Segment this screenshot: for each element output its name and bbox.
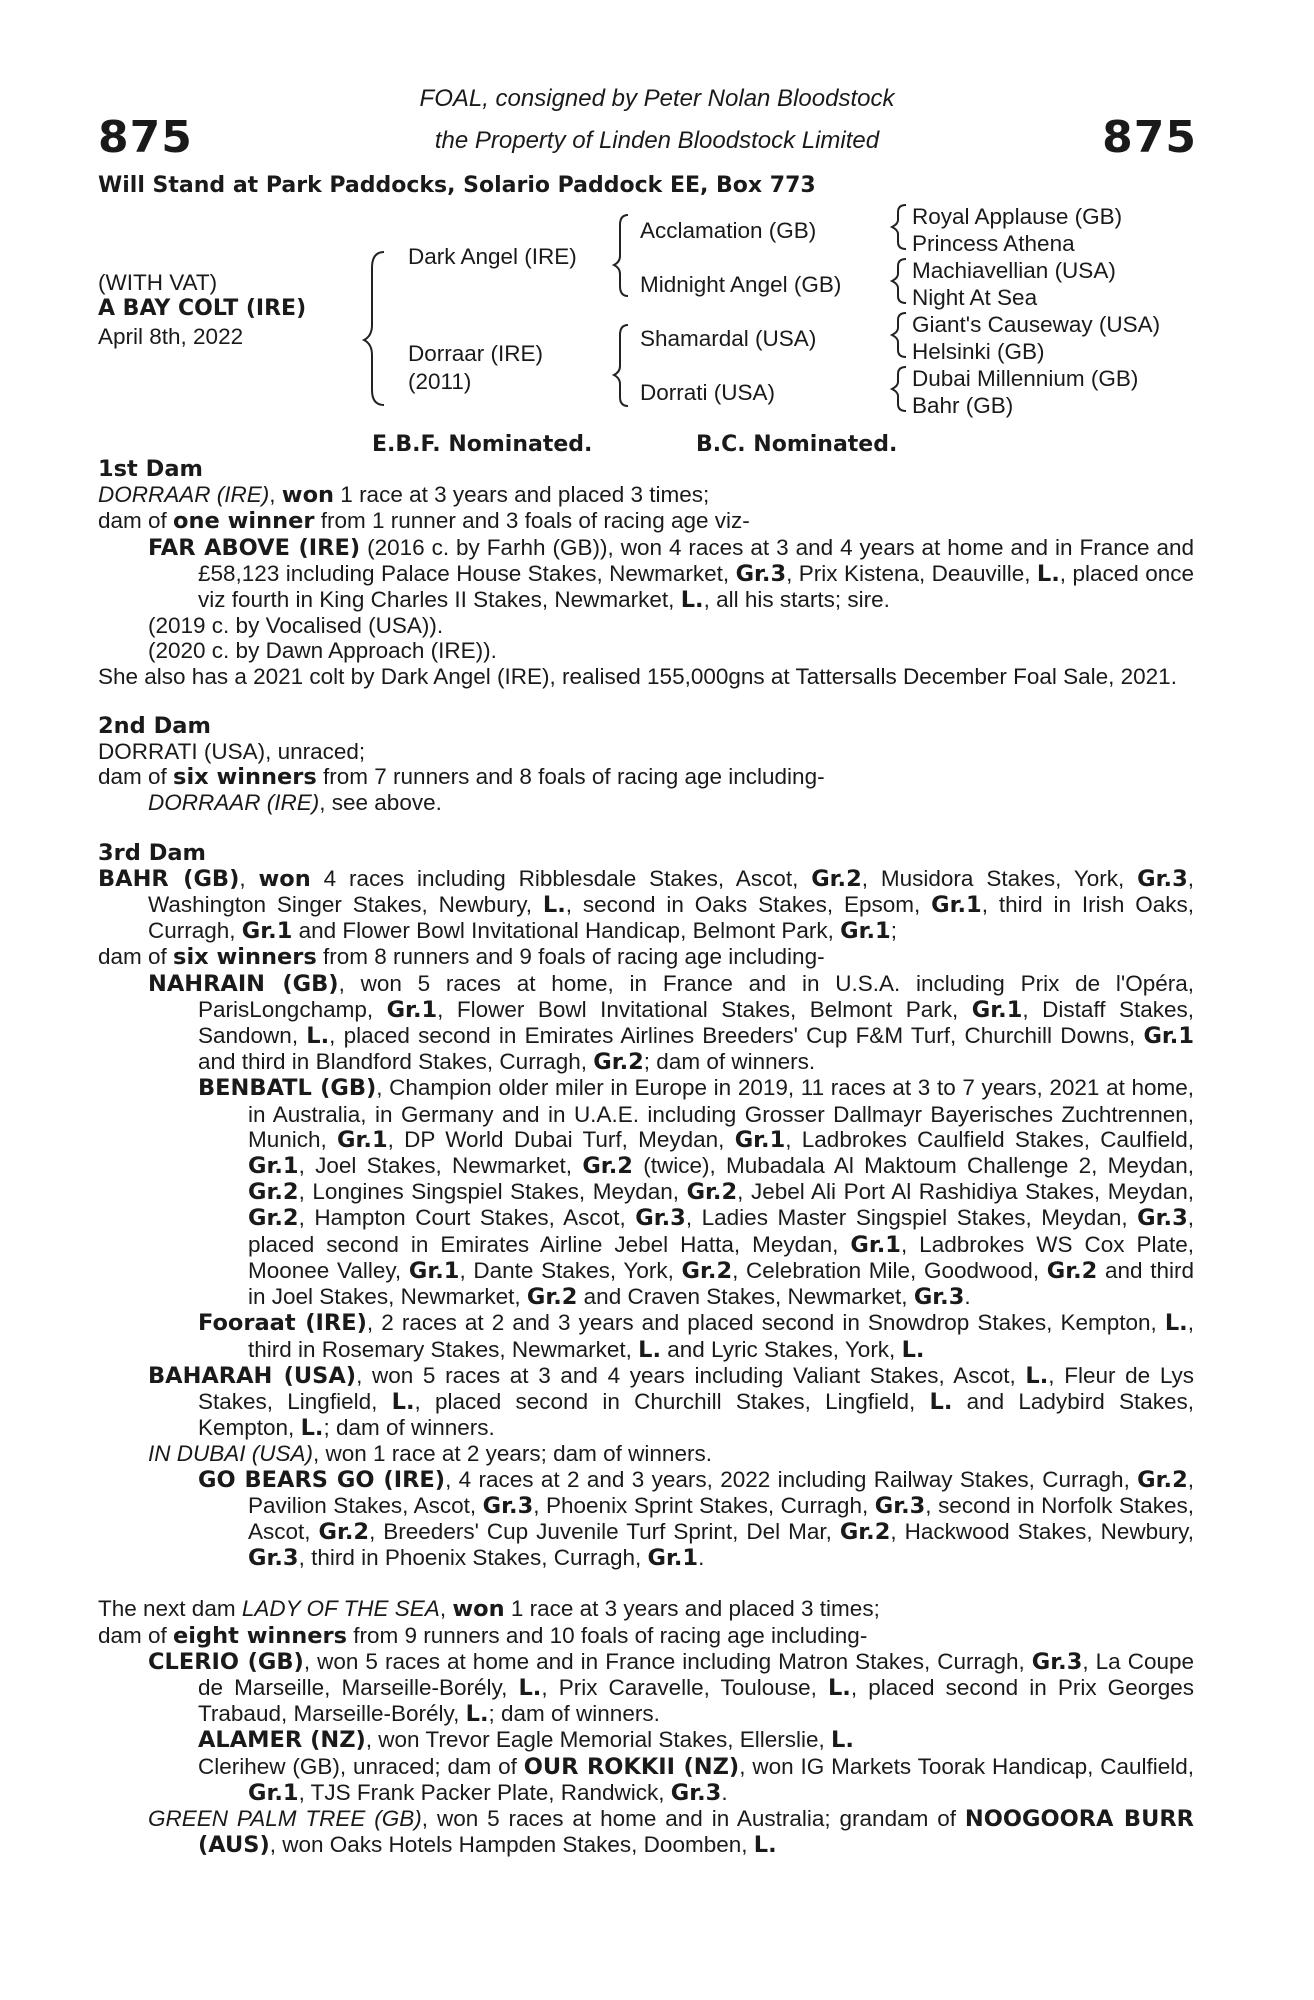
gen3-5: Giant's Causeway (USA) — [912, 312, 1161, 337]
text: , Flower Bowl Invitational Stakes, Belmont Park, — [437, 996, 972, 1022]
third-dam-heading: 3rd Dam — [98, 839, 206, 866]
listed: L. — [465, 1701, 489, 1728]
text: , won IG Markets Toorak Handicap, Caulfield, — [739, 1753, 1195, 1779]
first-dam-heading: 1st Dam — [98, 456, 203, 482]
text: . — [721, 1779, 728, 1805]
grade: Gr.2 — [526, 1284, 578, 1311]
text: , Ladbrokes WS Cox Plate, Moonee Valley, — [248, 1231, 1194, 1283]
produce-clerio — [98, 1649, 1194, 1728]
grade: Gr.1 — [386, 996, 438, 1023]
grade: Gr.2 — [839, 1518, 891, 1545]
grade: Gr.2 — [1137, 1466, 1188, 1493]
property-line: the Property of Linden Bloodstock Limited — [434, 127, 880, 154]
second-dam-heading: 2nd Dam — [98, 712, 211, 739]
text: , Phoenix Sprint Stakes, Curragh, — [533, 1492, 875, 1518]
text: , won 5 races at 3 and 4 years including Valiant Stakes, Ascot, — [356, 1362, 1026, 1388]
produce-baharah — [98, 1363, 1194, 1442]
text: The next dam — [98, 1596, 242, 1622]
text: from 7 runners and 8 foals of racing age including- — [316, 764, 825, 790]
text: , won 5 races at home and in France including Matron Stakes, Curragh, — [303, 1648, 1032, 1674]
listed: L. — [1036, 560, 1060, 587]
sire-dam: Midnight Angel (GB) — [640, 272, 842, 297]
dam-year: (2011) — [408, 369, 472, 394]
text: , DP World Dubai Turf, Meydan, — [387, 1126, 735, 1152]
text: , 2 races at 2 and 3 years and placed second in Snowdrop Stakes, Kempton, — [366, 1310, 1165, 1336]
listed: L. — [929, 1388, 953, 1415]
produce-benbatl — [98, 1075, 1194, 1310]
text: , Prix Caravelle, Toulouse, — [541, 1674, 828, 1700]
horse-name: NOOGOORA BURR (AUS) — [198, 1805, 1194, 1859]
grade: Gr.3 — [482, 1492, 534, 1519]
grade: Gr.1 — [734, 1126, 786, 1153]
dam-sire: Shamardal (USA) — [640, 326, 817, 351]
text: and Ladybird Stakes, Kempton, — [198, 1388, 1195, 1441]
grade: Gr.3 — [635, 1205, 686, 1232]
text: , Distaff Stakes, Sandown, — [198, 996, 1194, 1049]
text: dam of — [98, 1622, 174, 1648]
second-dam-line: DORRATI (USA), unraced; — [98, 739, 366, 765]
text: , Fleur de Lys Stakes, Lingfield, — [198, 1362, 1194, 1414]
produce-alamer — [98, 1727, 1194, 1753]
grade: Gr.2 — [1046, 1257, 1098, 1284]
text: and Craven Stakes, Newmarket, — [577, 1284, 914, 1310]
produce-2020: (2020 c. by Dawn Approach (IRE)). — [148, 638, 497, 664]
grade: Gr.1 — [408, 1257, 460, 1284]
winners-count: eight winners — [173, 1622, 348, 1649]
catalogue-body — [98, 457, 1194, 1858]
grade: Gr.1 — [971, 996, 1023, 1023]
produce-nahrain — [98, 971, 1194, 1076]
grade: Gr.1 — [241, 918, 293, 945]
grade: Gr.3 — [874, 1492, 926, 1519]
text: , Prix Kistena, Deauville, — [786, 560, 1037, 586]
grade: Gr.1 — [337, 1126, 388, 1153]
grade: Gr.2 — [248, 1205, 299, 1232]
third-dam-produce-line — [98, 944, 1194, 970]
winners-count: six winners — [173, 764, 317, 791]
third-dam-bahr: BAHR (GB), won 4 races including Ribblesdale Stakes, Ascot, Gr.2, Musidora Stakes, York, Gr.3, Washington Singer Stakes, Newbury, L., second in Oaks Stakes, Epsom, Gr.1, third in Irish Oaks, Curragh, Gr.1 and Flower Bowl Invitational Handicap, Belmont Park, Gr.1; — [98, 865, 1194, 945]
produce-far-above — [98, 535, 1194, 614]
first-dam-line: DORRAAR (IRE), won 1 race at 3 years and placed 3 times; — [98, 482, 710, 509]
text: , Longines Singspiel Stakes, Meydan, — [298, 1179, 687, 1205]
text: , placed second in Prix Georges Trabaud, Marseille-Borély, — [198, 1674, 1194, 1727]
ebf-nomination: E.B.F. Nominated. — [372, 432, 593, 457]
listed: L. — [680, 587, 704, 614]
text: , Musidora Stakes, York, — [861, 865, 1138, 891]
text: , Dante Stakes, York, — [459, 1257, 682, 1283]
produce-2019: (2019 c. by Vocalised (USA)). — [148, 613, 444, 639]
text: from 8 runners and 9 foals of racing age including- — [316, 944, 825, 970]
gen3-7: Dubai Millennium (GB) — [912, 366, 1139, 391]
text: ; dam of winners. — [643, 1049, 816, 1075]
consignor-line: FOAL, consigned by Peter Nolan Bloodstock — [419, 85, 895, 112]
horse-name: FAR ABOVE (IRE) — [148, 534, 361, 561]
text: , placed second in Emirates Airline Jebel Hatta, Meydan, — [248, 1205, 1194, 1257]
text: , placed once viz fourth in King Charles II Stakes, Newmarket, — [198, 560, 1194, 613]
listed: L. — [753, 1832, 777, 1859]
text: , Pavilion Stakes, Ascot, — [248, 1466, 1194, 1518]
won-text: won — [452, 1596, 505, 1623]
text: , placed second in Churchill Stakes, Lingfield, — [414, 1388, 930, 1414]
text: and third in Blandford Stakes, Curragh, — [198, 1049, 594, 1075]
grade: Gr.2 — [318, 1518, 370, 1545]
dam-name: DORRAAR (IRE) — [98, 482, 270, 508]
gen3-8: Bahr (GB) — [912, 393, 1014, 418]
text: , Washington Singer Stakes, Newbury, — [148, 865, 1194, 918]
text: . — [698, 1545, 705, 1571]
horse-name: OUR ROKKII (NZ) — [523, 1753, 740, 1780]
subject-name: A BAY COLT (IRE) — [98, 296, 307, 321]
text: , all his starts; sire. — [703, 587, 890, 613]
listed: L. — [300, 1415, 324, 1442]
second-dam-produce-line — [98, 764, 1194, 790]
produce-in-dubai — [98, 1441, 1194, 1466]
text: , won 5 races at home and in Australia; grandam of — [421, 1805, 965, 1831]
text: , second in Oaks Stakes, Epsom, — [565, 892, 932, 918]
text: (2016 c. by Farhh (GB)), won 4 races at 3 and 4 years at home and in France and £58,123 including Palace House Stakes, Newmarket, — [198, 534, 1194, 586]
text: ; dam of winners. — [323, 1415, 495, 1441]
text: , see above. — [319, 790, 442, 816]
text: , second in Norfolk Stakes, Ascot, — [248, 1492, 1194, 1544]
lot-number-left: 875 — [98, 112, 193, 163]
listed: L. — [827, 1674, 851, 1701]
sire-sire: Acclamation (GB) — [640, 218, 817, 243]
horse-name: GO BEARS GO (IRE) — [198, 1466, 446, 1493]
text: , Ladies Master Singspiel Stakes, Meydan, — [685, 1205, 1138, 1231]
lot-number-right: 875 — [1102, 112, 1197, 163]
horse-name: BAHR (GB) — [98, 865, 240, 892]
grade: Gr.3 — [1031, 1648, 1083, 1675]
horse-name: CLERIO (GB) — [148, 1648, 304, 1675]
text: , won 1 race at 2 years; dam of winners. — [313, 1441, 712, 1467]
text: from 1 runner and 3 foals of racing age viz- — [314, 508, 750, 534]
foaling-date: April 8th, 2022 — [98, 324, 244, 349]
listed: L. — [1164, 1310, 1188, 1337]
listed: L. — [306, 1023, 330, 1050]
grade: Gr.1 — [248, 1153, 299, 1180]
text: , — [439, 1596, 453, 1622]
text: , La Coupe de Marseille, Marseille-Borély, — [198, 1648, 1194, 1700]
grade: Gr.1 — [248, 1779, 299, 1806]
gen3-2: Princess Athena — [912, 231, 1075, 256]
produce-clerihew — [98, 1754, 1194, 1806]
sire: Dark Angel (IRE) — [408, 244, 577, 269]
text: ; — [890, 918, 897, 944]
grade: Gr.3 — [735, 560, 787, 587]
horse-name: BENBATL (GB) — [198, 1075, 377, 1102]
text: 1 race at 3 years and placed 3 times; — [334, 482, 710, 508]
horse-name: LADY OF THE SEA — [241, 1596, 440, 1622]
horse-name: BAHARAH (USA) — [148, 1362, 357, 1389]
grade: Gr.1 — [931, 892, 982, 919]
won-text: won — [281, 482, 335, 509]
horse-name: NAHRAIN (GB) — [148, 970, 339, 997]
grade: Gr.1 — [1143, 1023, 1194, 1050]
text: Clerihew (GB), unraced; dam of — [198, 1753, 524, 1779]
horse-name: ALAMER (NZ) — [198, 1727, 366, 1754]
grade: Gr.3 — [1137, 1205, 1188, 1232]
text: , Champion older miler in Europe in 2019, 11 races at 3 to 7 years, 2021 at home, in Australia, in Germany and in U.A.E. including Grosser Dallmayr Bayerisches Zuchtrennen, Munich, — [248, 1075, 1194, 1152]
listed: L. — [542, 892, 566, 919]
grade: Gr.3 — [913, 1284, 965, 1311]
text: . — [964, 1284, 971, 1310]
text: and Lyric Stakes, York, — [661, 1336, 902, 1362]
grade: Gr.2 — [811, 865, 862, 892]
grade: Gr.2 — [686, 1179, 738, 1206]
listed: L. — [518, 1674, 542, 1701]
dam-dam: Dorrati (USA) — [640, 380, 776, 405]
winners-count: six winners — [173, 944, 317, 971]
stand-location: Will Stand at Park Paddocks, Solario Paddock EE, Box 773 — [98, 173, 816, 198]
listed: L. — [391, 1388, 415, 1415]
text: , won 5 races at home, in France and in U.S.A. including Prix de l'Opéra, ParisLongchamp, — [198, 970, 1194, 1022]
won-text: won — [258, 865, 311, 892]
text: ; dam of winners. — [488, 1701, 660, 1727]
text: , Ladbrokes Caulfield Stakes, Caulfield, — [785, 1126, 1194, 1152]
text: , Hackwood Stakes, Newbury, — [890, 1518, 1194, 1544]
gen3-1: Royal Applause (GB) — [912, 204, 1123, 229]
next-dam-produce-line — [98, 1623, 1194, 1649]
text: , Celebration Mile, Goodwood, — [732, 1257, 1047, 1283]
horse-name: DORRAAR (IRE) — [148, 790, 320, 816]
grade: Gr.1 — [850, 1231, 901, 1258]
listed: L. — [830, 1727, 854, 1754]
produce-green-palm-tree — [98, 1806, 1194, 1858]
text: and Flower Bowl Invitational Handicap, Belmont Park, — [292, 918, 841, 944]
text: , 4 races at 2 and 3 years, 2022 including Railway Stakes, Curragh, — [445, 1466, 1138, 1492]
horse-name: Fooraat (IRE) — [198, 1310, 367, 1337]
text: , third in Phoenix Stakes, Curragh, — [298, 1545, 648, 1571]
produce-dorraar — [98, 790, 1194, 815]
produce-go-bears-go — [98, 1467, 1194, 1572]
text: dam of — [98, 508, 174, 534]
text: , third in Rosemary Stakes, Newmarket, — [248, 1310, 1194, 1362]
grade: Gr.2 — [248, 1179, 299, 1206]
text: , placed second in Emirates Airlines Breeders' Cup F&M Turf, Churchill Downs, — [329, 1023, 1144, 1049]
text: dam of — [98, 764, 174, 790]
gen3-3: Machiavellian (USA) — [912, 258, 1116, 283]
produce-fooraat — [98, 1310, 1194, 1362]
grade: Gr.3 — [248, 1545, 299, 1572]
next-dam-line — [98, 1596, 1194, 1622]
text: , Joel Stakes, Newmarket, — [298, 1153, 583, 1179]
text: , won Oaks Hotels Hampden Stakes, Doomben, — [269, 1832, 754, 1858]
text: and third in Joel Stakes, Newmarket, — [248, 1257, 1194, 1310]
produce-2021-note: She also has a 2021 colt by Dark Angel (IRE), realised 155,000gns at Tattersalls December Foal Sale, 2021. — [98, 663, 1177, 689]
text: , Hampton Court Stakes, Ascot, — [298, 1205, 636, 1231]
gen3-6: Helsinki (GB) — [912, 339, 1045, 364]
text: , third in Irish Oaks, Curragh, — [148, 892, 1194, 944]
grade: Gr.3 — [670, 1779, 722, 1806]
horse-name: IN DUBAI (USA) — [148, 1441, 314, 1467]
text: , won Trevor Eagle Memorial Stakes, Ellerslie, — [365, 1727, 831, 1753]
listed: L. — [901, 1336, 925, 1363]
bc-nomination: B.C. Nominated. — [696, 432, 898, 457]
text: , Breeders' Cup Juvenile Turf Sprint, Del Mar, — [369, 1518, 840, 1544]
grade: Gr.2 — [593, 1049, 644, 1076]
listed: L. — [1025, 1362, 1049, 1389]
grade: Gr.1 — [647, 1545, 699, 1572]
first-dam-produce-line — [98, 508, 1194, 534]
vat-note: (WITH VAT) — [98, 270, 218, 295]
text: dam of — [98, 944, 174, 970]
text: 1 race at 3 years and placed 3 times; — [504, 1596, 880, 1622]
grade: Gr.2 — [681, 1257, 733, 1284]
text: , TJS Frank Packer Plate, Randwick, — [298, 1779, 671, 1805]
grade: Gr.1 — [840, 918, 891, 945]
text: from 9 runners and 10 foals of racing age including- — [347, 1622, 868, 1648]
text: , Jebel Ali Port Al Rashidiya Stakes, Meydan, — [737, 1179, 1194, 1205]
grade: Gr.2 — [582, 1153, 633, 1180]
text: (twice), Mubadala Al Maktoum Challenge 2, Meydan, — [632, 1153, 1194, 1179]
dam: Dorraar (IRE) — [408, 341, 544, 366]
winners-count: one winner — [173, 508, 315, 535]
horse-name: GREEN PALM TREE (GB) — [148, 1805, 422, 1831]
listed: L. — [638, 1336, 662, 1363]
grade: Gr.3 — [1137, 865, 1188, 892]
gen3-4: Night At Sea — [912, 285, 1038, 310]
text: 4 races including Ribblesdale Stakes, Ascot, — [310, 865, 812, 891]
